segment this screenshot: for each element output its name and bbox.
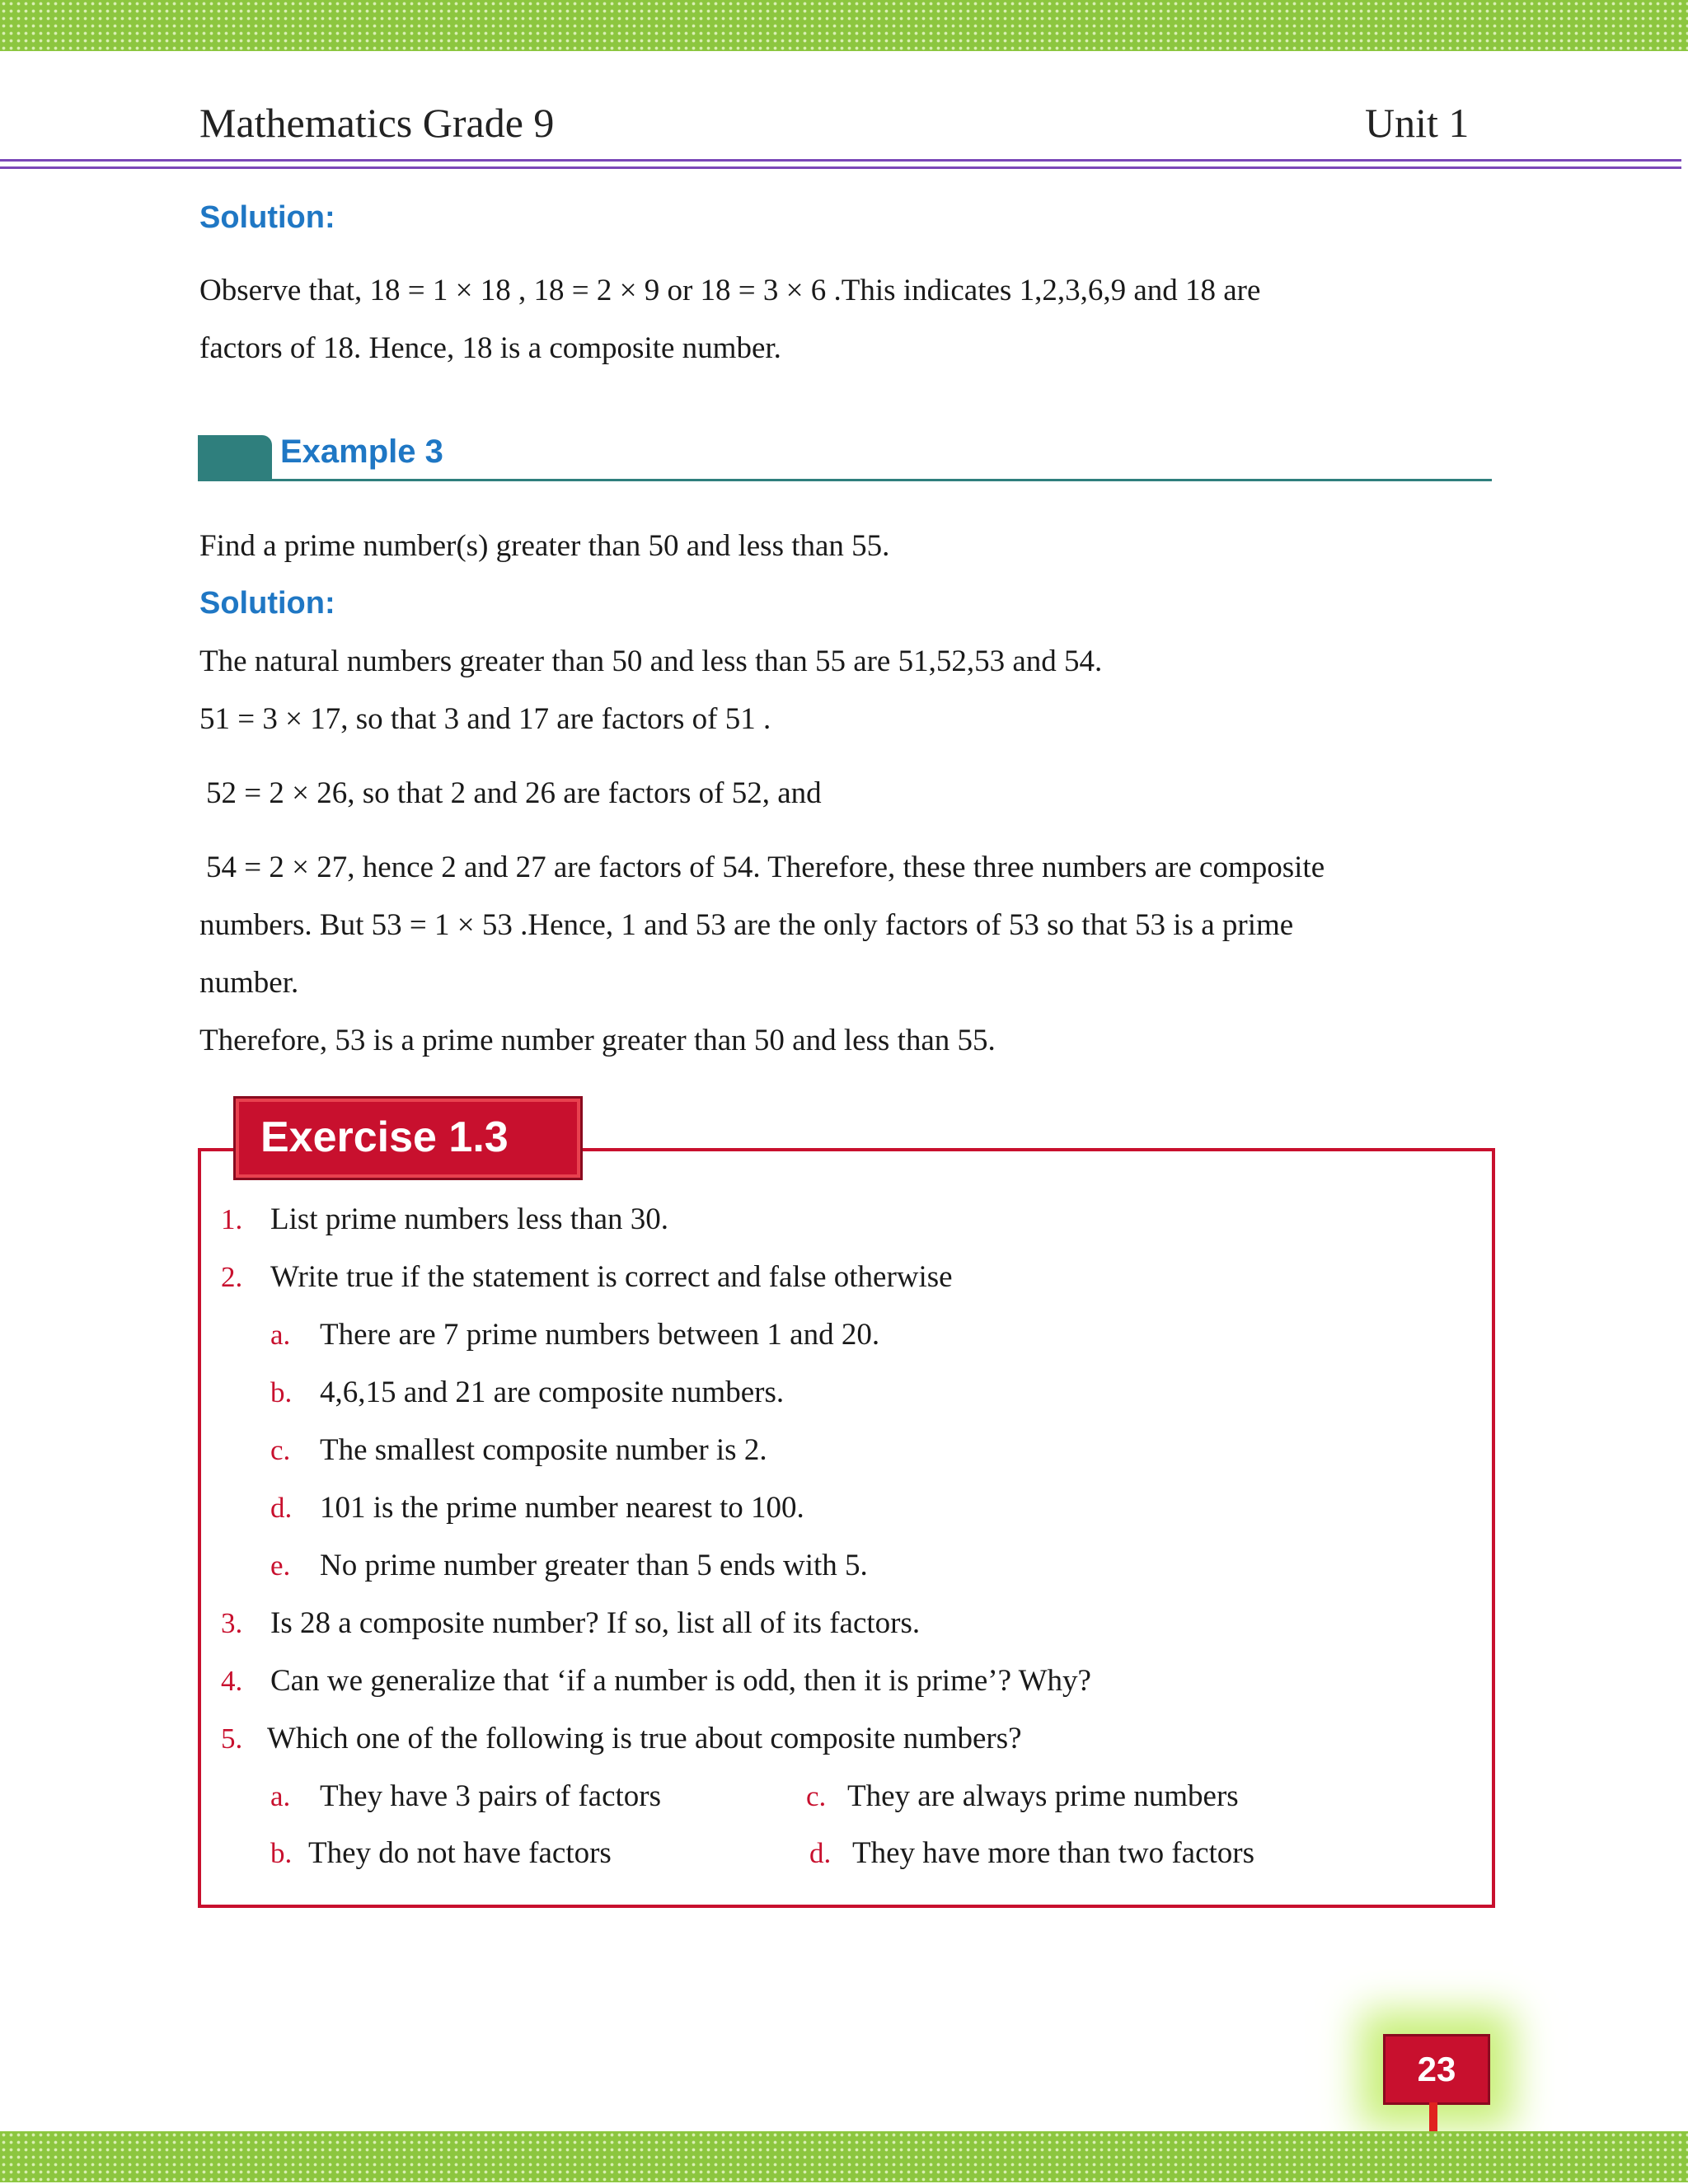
option-letter: d. <box>809 1837 832 1869</box>
solution-text-line: Therefore, 53 is a prime number greater than 50 and less than 55. <box>199 1024 996 1057</box>
solution-heading: Solution: <box>199 586 335 621</box>
solution-text-line: number. <box>199 966 299 1000</box>
solution-text-line: 51 = 3 × 17, so that 3 and 17 are factors of 51 . <box>199 702 771 736</box>
solution-text-line: Observe that, 18 = 1 × 18 , 18 = 2 × 9 or 18 = 3 × 6 .This indicates 1,2,3,6,9 and 18 are <box>199 274 1261 307</box>
header-subject: Mathematics Grade 9 <box>199 100 555 146</box>
question-number: 5. <box>221 1722 243 1755</box>
sub-question-letter: c. <box>270 1434 291 1466</box>
question-text: Write true if the statement is correct and false otherwise <box>270 1260 953 1294</box>
option-text: They have more than two factors <box>852 1836 1255 1870</box>
example-title: Example 3 <box>280 434 443 470</box>
solution-text-line: 54 = 2 × 27, hence 2 and 27 are factors of 54. Therefore, these three numbers are composite <box>206 851 1325 884</box>
solution-text-line: numbers. But 53 = 1 × 53 .Hence, 1 and 53 are the only factors of 53 so that 53 is a prime <box>199 908 1294 942</box>
option-letter: b. <box>270 1837 293 1869</box>
example-question: Find a prime number(s) greater than 50 and less than 55. <box>199 529 890 563</box>
option-letter: a. <box>270 1780 291 1812</box>
sub-question-text: There are 7 prime numbers between 1 and 20. <box>320 1318 880 1352</box>
option-text: They have 3 pairs of factors <box>320 1779 662 1813</box>
question-number: 3. <box>221 1607 243 1639</box>
question-text: List prime numbers less than 30. <box>270 1202 668 1236</box>
sub-question-letter: d. <box>270 1492 293 1524</box>
sub-question-text: 101 is the prime number nearest to 100. <box>320 1491 804 1525</box>
solution-text-line: The natural numbers greater than 50 and less than 55 are 51,52,53 and 54. <box>199 644 1103 678</box>
sub-question-text: The smallest composite number is 2. <box>320 1433 767 1467</box>
question-number: 4. <box>221 1665 243 1697</box>
sub-question-text: No prime number greater than 5 ends with 5. <box>320 1549 868 1582</box>
sub-question-letter: a. <box>270 1319 291 1351</box>
bottom-decorative-band <box>0 2131 1688 2182</box>
question-text: Which one of the following is true about composite numbers? <box>267 1722 1022 1755</box>
exercise-title-tab <box>233 1096 583 1180</box>
solution-text-line: factors of 18. Hence, 18 is a composite number. <box>199 331 781 365</box>
exercise-title: Exercise 1.3 <box>260 1113 509 1161</box>
header-rule-bottom <box>0 166 1681 169</box>
header-unit: Unit 1 <box>1365 100 1470 146</box>
sub-question-text: 4,6,15 and 21 are composite numbers. <box>320 1376 785 1409</box>
top-decorative-band <box>0 0 1688 51</box>
question-number: 1. <box>221 1203 243 1235</box>
option-text: They are always prime numbers <box>847 1779 1239 1813</box>
sub-question-letter: e. <box>270 1549 291 1582</box>
question-text: Is 28 a composite number? If so, list all of its factors. <box>270 1606 921 1640</box>
example-underline <box>198 479 1492 481</box>
option-letter: c. <box>806 1780 827 1812</box>
sub-question-letter: b. <box>270 1376 293 1408</box>
question-text: Can we generalize that ‘if a number is odd, then it is prime’? Why? <box>270 1664 1091 1698</box>
page-number: 23 <box>1417 2050 1456 2088</box>
header-rule-top <box>0 159 1681 162</box>
solution-heading: Solution: <box>199 200 335 235</box>
option-text: They do not have factors <box>308 1836 612 1870</box>
question-number: 2. <box>221 1261 243 1293</box>
solution-text-line: 52 = 2 × 26, so that 2 and 26 are factors of 52, and <box>206 776 822 810</box>
example-tab-marker <box>198 435 272 481</box>
page-number-box <box>1383 2034 1490 2105</box>
